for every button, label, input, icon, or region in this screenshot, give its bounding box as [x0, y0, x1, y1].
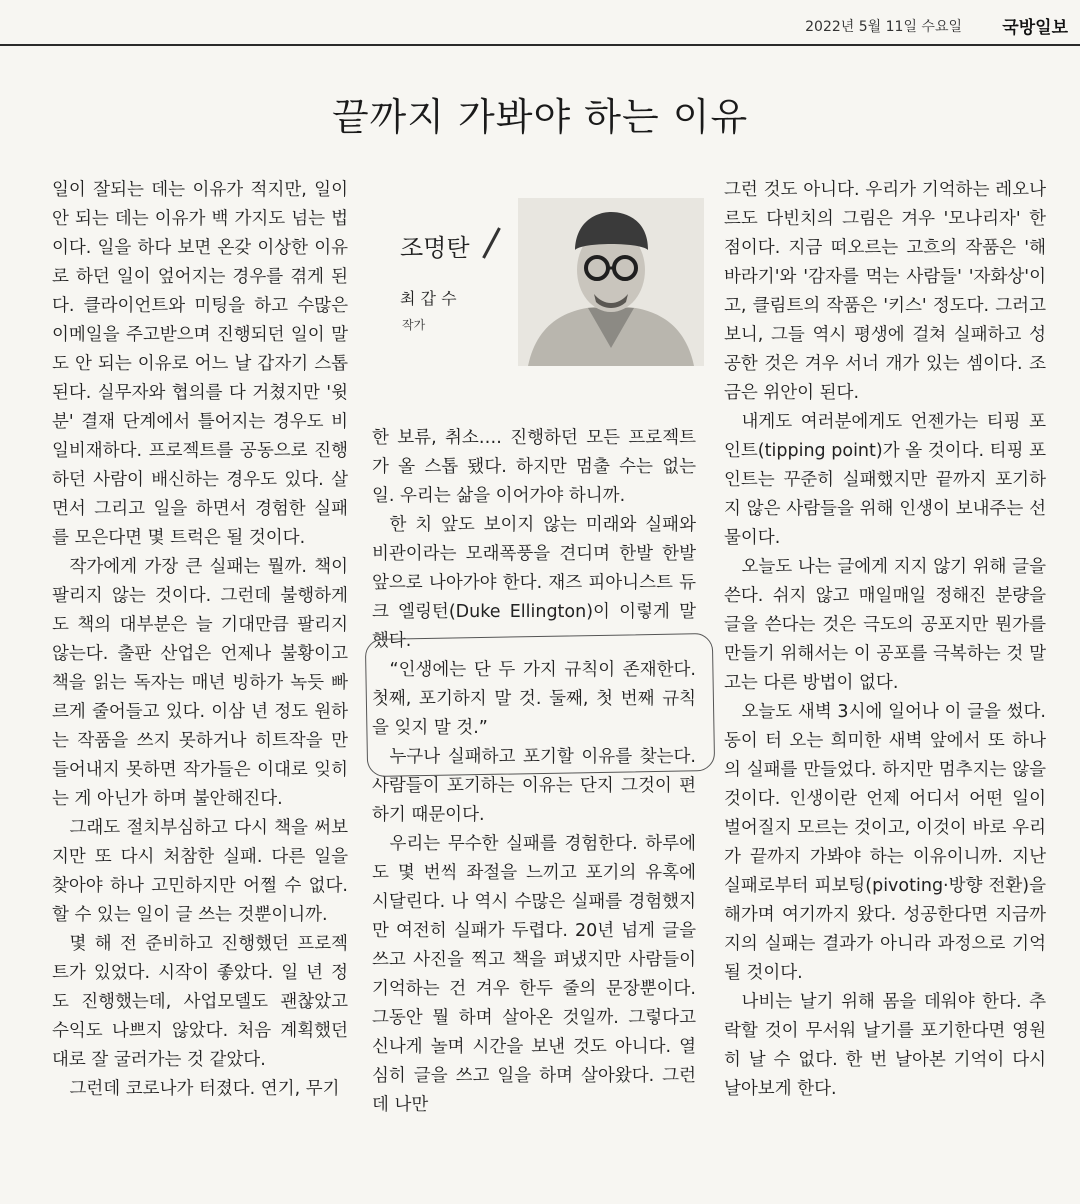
paragraph: 한 보류, 취소…. 진행하던 모든 프로젝트가 올 스톱 됐다. 하지만 멈출 수는 없는 일. 우리는 삶을 이어가야 하니까.	[372, 428, 696, 506]
paragraph: 그런 것도 아니다. 우리가 기억하는 레오나르도 다빈치의 그림은 겨우 '모나리자' 한 점이다. 지금 떠오르는 고흐의 작품은 '해바라기'와 '감자를 먹는 사람들' '자화상'이고, 클림트의 작품은 '키스' 정도다. 그러고 보니, 그들 역시 평생에 걸쳐 실패하고 성공한 것은 겨우 서너 개가 있는 셈이다. 조금은 위안이 된다.	[724, 180, 1046, 403]
paragraph: 오늘도 새벽 3시에 일어나 이 글을 썼다. 동이 터 오는 희미한 새벽 앞에서 또 하나의 실패를 만들었다. 하지만 멈추지는 않을 것이다. 인생이란 언제 어디서 어떤 일이 벌어질지 모르는 것이고, 이것이 바로 우리가 끝까지 가봐야 하는 이유이니까. 지난 실패로부터 피보팅(pivoting·방향 전환)을 해가며 여기까지 왔다. 성공한다면 지금까지의 실패는 결과가 아니라 과정으로 기억될 것이다.	[724, 702, 1046, 983]
paragraph: 그런데 코로나가 터졌다. 연기, 무기	[69, 1079, 340, 1099]
paragraph: 내게도 여러분에게도 언젠가는 티핑 포인트(tipping point)가 올 것이다. 티핑 포인트는 꾸준히 실패했지만 끝까지 포기하지 않은 사람들을 위해 인생이 보내주는 선물이다.	[724, 412, 1046, 548]
article-column-3	[724, 176, 1046, 1104]
author-portrait-image	[518, 198, 704, 366]
author-profile	[380, 198, 704, 368]
paragraph: 한 치 앞도 보이지 않는 미래와 실패와 비관이라는 모래폭풍을 견디며 한발 한발 앞으로 나아가야 한다. 재즈 피아니스트 듀크 엘링턴(Duke Ellington)이 이렇게 말했다.	[372, 515, 696, 651]
paragraph: 몇 해 전 준비하고 진행했던 프로젝트가 있었다. 시작이 좋았다. 일 년 정도 진행했는데, 사업모델도 괜찮았고 수익도 나쁘지 않았다. 처음 계획했던 대로 잘 굴러가는 것 같았다.	[52, 934, 348, 1070]
publication-date: 2022년 5월 11일 수요일	[805, 19, 962, 35]
paragraph: 누구나 실패하고 포기할 이유를 찾는다. 사람들이 포기하는 이유는 단지 그것이 편하기 때문이다.	[372, 747, 696, 825]
paragraph: 오늘도 나는 글에게 지지 않기 위해 글을 쓴다. 쉬지 않고 매일매일 정해진 분량을 글을 쓴다는 것은 극도의 공포지만 뭔가를 만들기 위해서는 이 공포를 극복하는 것 말고는 다른 방법이 없다.	[724, 557, 1046, 693]
author-photo	[518, 198, 704, 366]
paragraph: 그래도 절치부심하고 다시 책을 써보지만 또 다시 처참한 실패. 다른 일을 찾아야 하나 고민하지만 어쩔 수 없다. 할 수 있는 일이 글 쓰는 것뿐이니까.	[52, 818, 348, 925]
paragraph: 일이 잘되는 데는 이유가 적지만, 일이 안 되는 데는 이유가 백 가지도 넘는 법이다. 일을 하다 보면 온갖 이상한 이유로 하던 일이 엎어지는 경우를 겪게 된다. 클라이언트와 미팅을 하고 수많은 이메일을 주고받으며 진행되던 일이 말도 안 되는 이유로 어느 날 갑자기 스톱된다. 실무자와 협의를 다 거쳤지만 '윗분' 결재 단계에서 틀어지는 경우도 비일비재하다. 프로젝트를 공동으로 진행하던 사람이 배신하는 경우도 있다. 살면서 그리고 일을 하면서 경험한 실패를 모은다면 몇 트럭은 될 것이다.	[52, 180, 348, 548]
article-column-1	[52, 176, 348, 1104]
hand-drawn-box-annotation	[365, 633, 715, 777]
article-title: 끝까지 가봐야 하는 이유	[331, 95, 749, 139]
column-slash-decoration	[482, 227, 501, 258]
newspaper-name: 국방일보	[1002, 18, 1068, 38]
masthead	[0, 0, 1080, 46]
paragraph: 우리는 무수한 실패를 경험한다. 하루에도 몇 번씩 좌절을 느끼고 포기의 유혹에 시달린다. 나 역시 수많은 실패를 경험했지만 여전히 실패가 두렵다. 20년 넘게 글을 쓰고 사진을 찍고 책을 펴냈지만 사람들이 기억하는 건 겨우 한두 줄의 문장뿐이다. 그동안 뭘 하며 살아온 것일까. 그렇다고 신나게 놀며 시간을 보낸 것도 아니다. 열심히 글을 쓰고 일을 하며 살아왔다. 그런데 나만	[372, 834, 696, 1115]
author-role: 작가	[402, 318, 426, 332]
column-name: 조명탄	[400, 234, 470, 262]
paragraph: 나비는 날기 위해 몸을 데워야 한다. 추락할 것이 무서워 날기를 포기한다면 영원히 날 수 없다. 한 번 날아본 기억이 다시 날아보게 한다.	[724, 992, 1046, 1099]
author-name: 최 갑 수	[400, 289, 457, 308]
paragraph: 작가에게 가장 큰 실패는 뭘까. 책이 팔리지 않는 것이다. 그런데 불행하게도 책의 대부분은 늘 기대만큼 팔리지 않는다. 출판 산업은 언제나 불황이고 책을 읽는 독자는 매년 빙하가 녹듯 빠르게 줄어들고 있다. 이삼 년 정도 원하는 작품을 쓰지 못하거나 히트작을 만들어내지 못하면 작가들은 이대로 잊히는 게 아닌가 하며 불안해진다.	[52, 557, 348, 809]
quote-paragraph: “인생에는 단 두 가지 규칙이 존재한다. 첫째, 포기하지 말 것. 둘째, 첫 번째 규칙을 잊지 말 것.”	[372, 660, 696, 738]
